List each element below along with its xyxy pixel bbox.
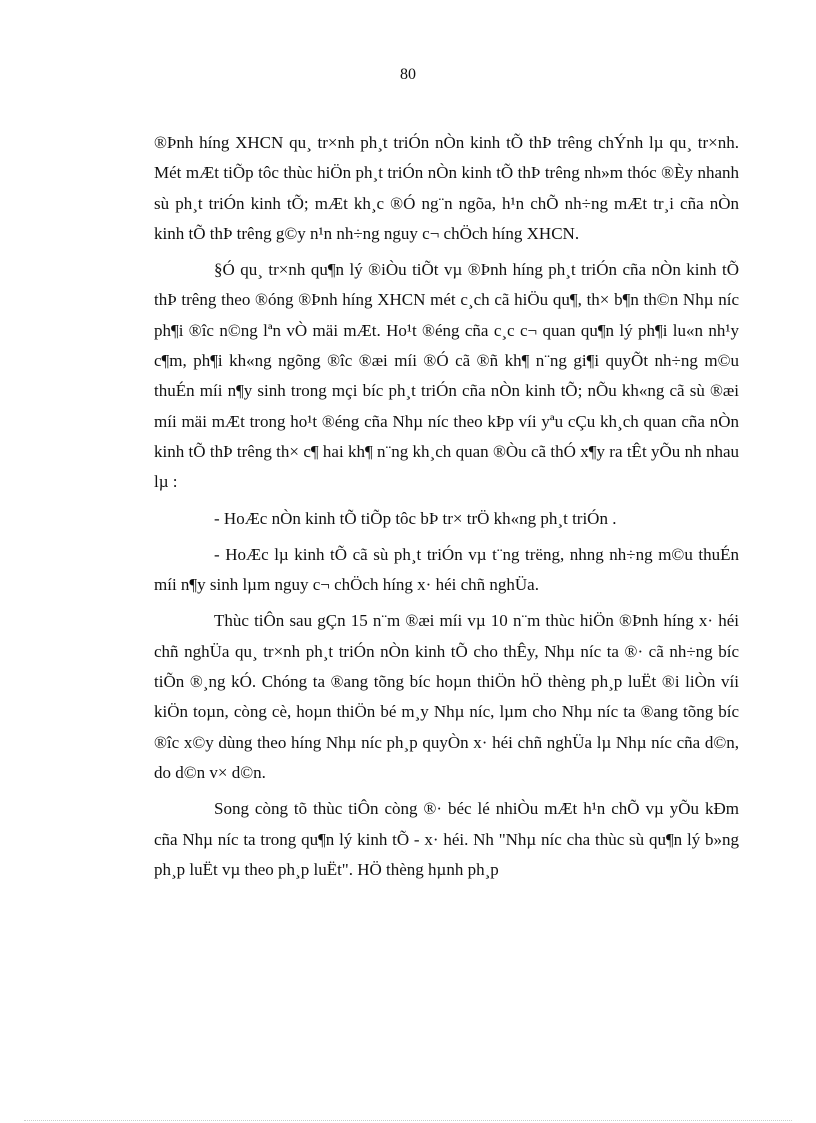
paragraph-5: Thùc tiÔn sau gÇn 15 n¨m ®æi míi vµ 10 n¨m thùc hiÖn ®Þnh híng x· héi chñ nghÜa qu¸ tr×nh ph¸t triÓn nÒn kinh tÕ cho thÊy, Nhµ níc ta ®· cã nh÷ng bíc tiÕn ®¸ng kÓ. Chóng ta ®ang tõng bíc hoµn thiÖn hÖ thèng ph¸p luËt ®i liÒn víi kiÖn toµn, còng cè, hoµn thiÖn bé m¸y Nhµ níc, lµm cho Nhµ níc ta ®ang tõng bíc ®îc x©y dùng theo híng Nhµ níc ph¸p quyÒn x· héi chñ nghÜa lµ Nhµ níc cña d©n, do d©n v× d©n.	[154, 611, 739, 782]
paragraph-1: ®Þnh híng XHCN qu¸ tr×nh ph¸t triÓn nÒn kinh tÕ thÞ trêng chÝnh lµ qu¸ tr×nh. Mét mÆt tiÕp tôc thùc hiÖn ph¸t triÓn nÒn kinh tÕ thÞ trêng nh»m thóc ®Èy nhanh sù ph¸t triÓn kinh tÕ; mÆt kh¸c ®Ó ng¨n ngõa, h¹n chÕ nh÷ng mÆt tr¸i cña nÒn kinh tÕ thÞ trêng g©y n¹n nh÷ng nguy c¬ chÖch híng XHCN.	[154, 133, 739, 243]
page-bottom-divider	[24, 1120, 792, 1121]
paragraph-6: Song còng tõ thùc tiÔn còng ®· béc lé nhiÒu mÆt h¹n chÕ vµ yÕu kÐm cña Nhµ níc ta trong qu¶n lý kinh tÕ - x· héi. Nh "Nhµ níc cha thùc sù qu¶n lý b»ng ph¸p luËt vµ theo ph¸p luËt". HÖ thèng hµnh ph¸p	[154, 799, 739, 879]
paragraph-4: - HoÆc lµ kinh tÕ cã sù ph¸t triÓn vµ t¨ng trëng, nhng nh÷ng m©u thuÉn míi n¶y sinh lµm nguy c¬ chÖch híng x· héi chñ nghÜa.	[154, 544, 739, 595]
page-number: 80	[400, 66, 416, 83]
document-body	[154, 128, 739, 891]
paragraph-3: - HoÆc nÒn kinh tÕ tiÕp tôc bÞ tr× trÖ kh«ng ph¸t triÓn .	[214, 508, 617, 528]
paragraph-2: §Ó qu¸ tr×nh qu¶n lý ®iÒu tiÕt vµ ®Þnh híng ph¸t triÓn cña nÒn kinh tÕ thÞ trêng theo ®óng ®Þnh híng XHCN mét c¸ch cã hiÖu qu¶, th× b¶n th©n Nhµ níc ph¶i ®îc n©ng lªn vÒ mäi mÆt. Ho¹t ®éng cña c¸c c¬ quan qu¶n lý ph¶i lu«n nh¹y c¶m, ph¶i kh«ng ngõng ®îc ®æi míi ®Ó cã ®ñ kh¶ n¨ng gi¶i quyÕt nh÷ng m©u thuÉn míi n¶y sinh trong mçi bíc ph¸t triÓn cña nÒn kinh tÕ; nÕu kh«ng cã sù ®æi míi mäi mÆt trong ho¹t ®éng cña Nhµ níc theo kÞp víi yªu cÇu kh¸ch quan cña nÒn kinh tÕ thÞ trêng th× c¶ hai kh¶ n¨ng kh¸ch quan ®Òu cã thÓ x¶y ra tÊt yÕu nh nhau lµ :	[154, 260, 739, 492]
